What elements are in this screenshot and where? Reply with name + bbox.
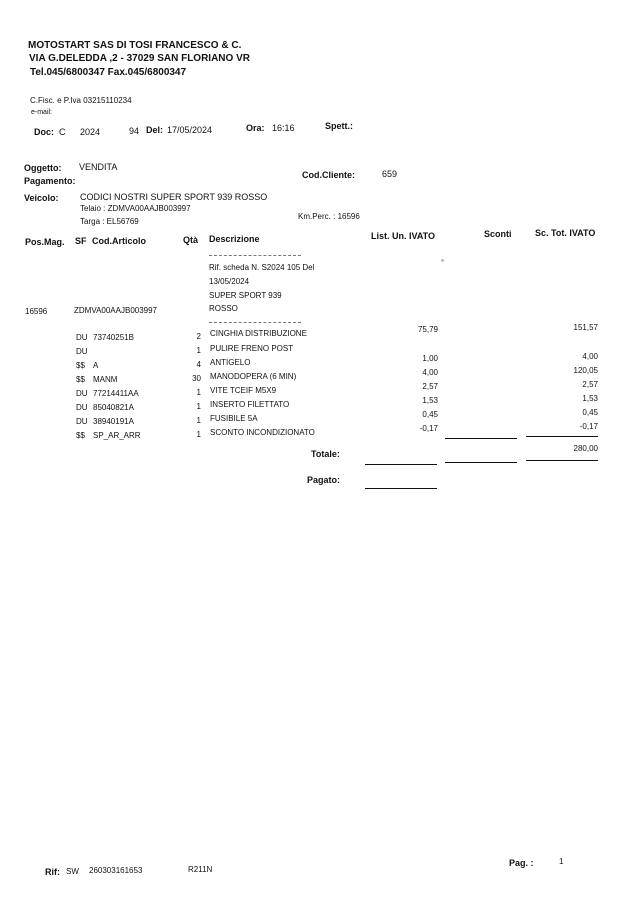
item-desc: ANTIGELO xyxy=(210,358,251,367)
col-pos-mag: Pos.Mag. xyxy=(25,237,65,247)
oggetto-value: VENDITA xyxy=(79,162,118,172)
col-list-un: List. Un. IVATO xyxy=(371,231,436,241)
company-phones: Tel.045/6800347 Fax.045/6800347 xyxy=(30,67,187,78)
col-sconti: Sconti xyxy=(484,229,512,239)
footer-rif-label: Rif: xyxy=(45,867,60,877)
item-qty: 1 xyxy=(196,416,201,425)
spett-label: Spett.: xyxy=(325,121,353,131)
veicolo-label: Veicolo: xyxy=(24,193,59,203)
company-address: VIA G.DELEDDA ,2 - 37029 SAN FLORIANO VR xyxy=(29,53,250,64)
item-sf: DU xyxy=(76,389,88,398)
doc-time: 16:16 xyxy=(272,123,295,133)
targa: Targa : EL56769 xyxy=(80,217,139,226)
item-total: 1,53 xyxy=(582,394,598,403)
page-number: 1 xyxy=(559,857,564,866)
footer-ref2: R211N xyxy=(188,865,213,874)
item-sf: $$ xyxy=(76,431,85,440)
col-qta: Qtà xyxy=(183,235,199,245)
item-code: SP_AR_ARR xyxy=(93,431,141,440)
item-sf: DU xyxy=(76,417,88,426)
cod-cliente-label: Cod.Cliente: xyxy=(302,170,355,180)
item-code: 38940191A xyxy=(93,417,134,426)
item-qty: 30 xyxy=(192,374,201,383)
item-list-price: 4,00 xyxy=(422,368,438,377)
doc-type: C xyxy=(59,127,66,137)
email-label: e-mail: xyxy=(31,109,53,116)
item-qty: 1 xyxy=(196,346,201,355)
item-qty: 1 xyxy=(196,402,201,411)
item-qty: 2 xyxy=(196,332,201,341)
doc-date: 17/05/2024 xyxy=(167,125,213,135)
item-qty: 4 xyxy=(196,360,201,369)
totale-rule-3 xyxy=(526,460,598,461)
doc-label: Doc: xyxy=(34,127,54,137)
item-desc: SCONTO INCONDIZIONATO xyxy=(210,428,315,437)
item-total: 120,05 xyxy=(573,366,598,375)
veicolo-value: CODICI NOSTRI SUPER SPORT 939 ROSSO xyxy=(80,192,268,202)
item-qty: 1 xyxy=(196,430,201,439)
doc-number: 94 xyxy=(129,126,140,136)
company-tax-id: C.Fisc. e P.Iva 03215110234 xyxy=(30,96,132,105)
item-list-price: 1,00 xyxy=(422,354,438,363)
item-desc: FUSIBILE 5A xyxy=(210,414,258,423)
cod-cliente-value: 659 xyxy=(382,169,398,179)
item-list-price: 1,53 xyxy=(422,396,438,405)
item-code: 73740251B xyxy=(93,333,134,342)
item-code: A xyxy=(93,361,99,370)
item-code: 85040821A xyxy=(93,403,134,412)
pagato-label: Pagato: xyxy=(307,475,341,485)
item-list-price: 75,79 xyxy=(417,325,438,334)
doc-year: 2024 xyxy=(80,127,101,137)
doc-time-label: Ora: xyxy=(246,123,265,133)
item-desc: PULIRE FRENO POST xyxy=(210,344,294,353)
item-sf: DU xyxy=(76,347,88,356)
col-sc-tot: Sc. Tot. IVATO xyxy=(535,228,596,238)
company-name: MOTOSTART SAS DI TOSI FRANCESCO & C. xyxy=(28,40,242,51)
item-total: 4,00 xyxy=(582,352,598,361)
col-sf: SF xyxy=(75,236,87,246)
item-total: -0,17 xyxy=(579,422,598,431)
item-sf: DU xyxy=(76,333,88,342)
ref-separator xyxy=(209,255,301,256)
scan-dot xyxy=(441,259,444,262)
total-rule xyxy=(526,436,598,437)
ref-separator-bottom xyxy=(209,322,301,323)
item-qty: 1 xyxy=(196,388,201,397)
sconti-rule xyxy=(445,438,517,439)
item-desc: INSERTO FILETTATO xyxy=(210,400,290,409)
footer-rif-code: SW xyxy=(66,867,79,876)
item-desc: MANODOPERA (6 MIN) xyxy=(210,372,297,381)
col-cod-articolo: Cod.Articolo xyxy=(92,236,146,246)
telaio: Telaio : ZDMVA00AAJB003997 xyxy=(80,204,191,213)
totale-label: Totale: xyxy=(311,449,340,459)
item-total: 151,57 xyxy=(573,323,598,332)
ref-code: ZDMVA00AAJB003997 xyxy=(74,306,158,315)
ref-date: 13/05/2024 xyxy=(209,277,250,286)
item-code: MANM xyxy=(93,375,118,384)
footer-rif-number: 260303161653 xyxy=(89,866,143,875)
item-sf: DU xyxy=(76,403,88,412)
item-list-price: 0,45 xyxy=(422,410,438,419)
item-list-price: -0,17 xyxy=(419,424,438,433)
item-sf: $$ xyxy=(76,375,85,384)
totale-rule-2 xyxy=(445,462,517,463)
pagato-rule xyxy=(365,488,437,489)
ref-pos: 16596 xyxy=(25,307,48,316)
km-percorsi: Km.Perc. : 16596 xyxy=(298,212,360,221)
ref-rif: Rif. scheda N. S2024 105 Del xyxy=(209,263,315,272)
page-label: Pag. : xyxy=(509,858,534,868)
item-total: 2,57 xyxy=(582,380,598,389)
col-descrizione: Descrizione xyxy=(209,234,260,244)
ref-model: SUPER SPORT 939 xyxy=(209,291,282,300)
pagamento-label: Pagamento: xyxy=(24,176,76,186)
item-list-price: 2,57 xyxy=(422,382,438,391)
item-desc: VITE TCEIF M5X9 xyxy=(210,386,277,395)
item-sf: $$ xyxy=(76,361,85,370)
totale-value: 280,00 xyxy=(573,444,598,453)
totale-rule-1 xyxy=(365,464,437,465)
oggetto-label: Oggetto: xyxy=(24,163,62,173)
ref-color: ROSSO xyxy=(209,304,238,313)
item-desc: CINGHIA DISTRIBUZIONE xyxy=(210,329,307,338)
item-total: 0,45 xyxy=(582,408,598,417)
item-code: 77214411AA xyxy=(93,389,139,398)
doc-date-label: Del: xyxy=(146,125,164,135)
